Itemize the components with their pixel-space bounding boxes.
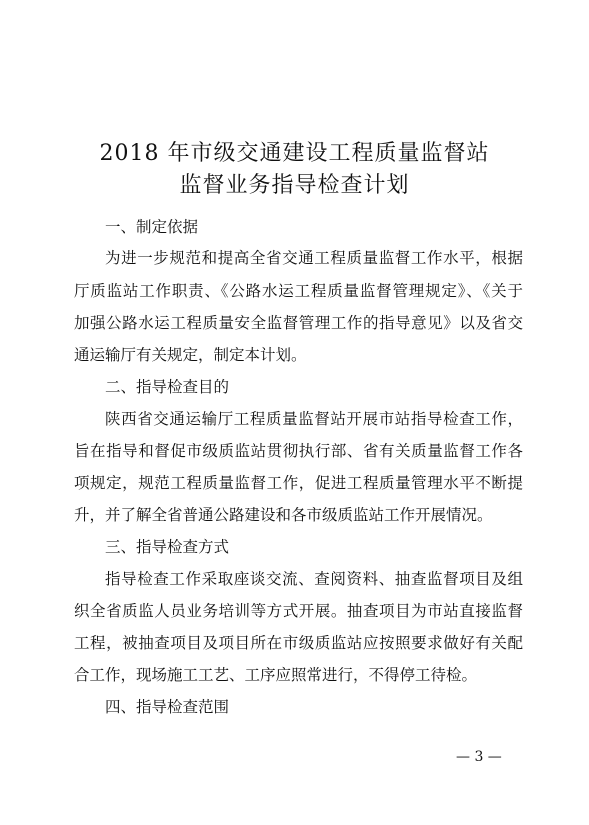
section-3-line-3: 工程，被抽查项目及项目所在市级质监站应按照要求做好有关配 [74, 634, 523, 652]
section-2-heading: 二、指导检查目的 [105, 378, 230, 396]
section-1-line-2: 厅质监站工作职责、《公路水运工程质量监督管理规定》、《关于 [74, 282, 523, 300]
section-2-line-3: 项规定，规范工程质量监督工作，促进工程质量管理水平不断提 [74, 474, 523, 492]
page-number: — 3 — [456, 749, 502, 765]
section-3-heading: 三、指导检查方式 [105, 538, 230, 556]
section-2-line-4: 升，并了解全省普通公路建设和各市级质监站工作开展情况。 [74, 506, 493, 524]
section-3-line-4: 合工作，现场施工工艺、工序应照常进行，不得停工待检。 [74, 666, 478, 684]
section-3-line-2: 织全省质监人员业务培训等方式开展。抽查项目为市站直接监督 [74, 602, 523, 620]
section-2-line-1: 陕西省交通运输厅工程质量监督站开展市站指导检查工作， [105, 410, 523, 428]
section-1-line-1: 为进一步规范和提高全省交通工程质量监督工作水平，根据 [105, 249, 523, 267]
section-1-heading: 一、制定依据 [105, 218, 199, 236]
section-1-line-3: 加强公路水运工程质量安全监督管理工作的指导意见》以及省交 [74, 314, 523, 332]
document-title-line-2: 监督业务指导检查计划 [179, 173, 410, 198]
section-3-line-1: 指导检查工作采取座谈交流、查阅资料、抽查监督项目及组 [105, 570, 523, 588]
document-title-line-1: 2018 年市级交通建设工程质量监督站 [99, 141, 490, 166]
section-1-line-4: 通运输厅有关规定，制定本计划。 [74, 346, 307, 364]
section-4-heading: 四、指导检查范围 [105, 698, 230, 716]
section-2-line-2: 旨在指导和督促市级质监站贯彻执行部、省有关质量监督工作各 [74, 442, 523, 460]
